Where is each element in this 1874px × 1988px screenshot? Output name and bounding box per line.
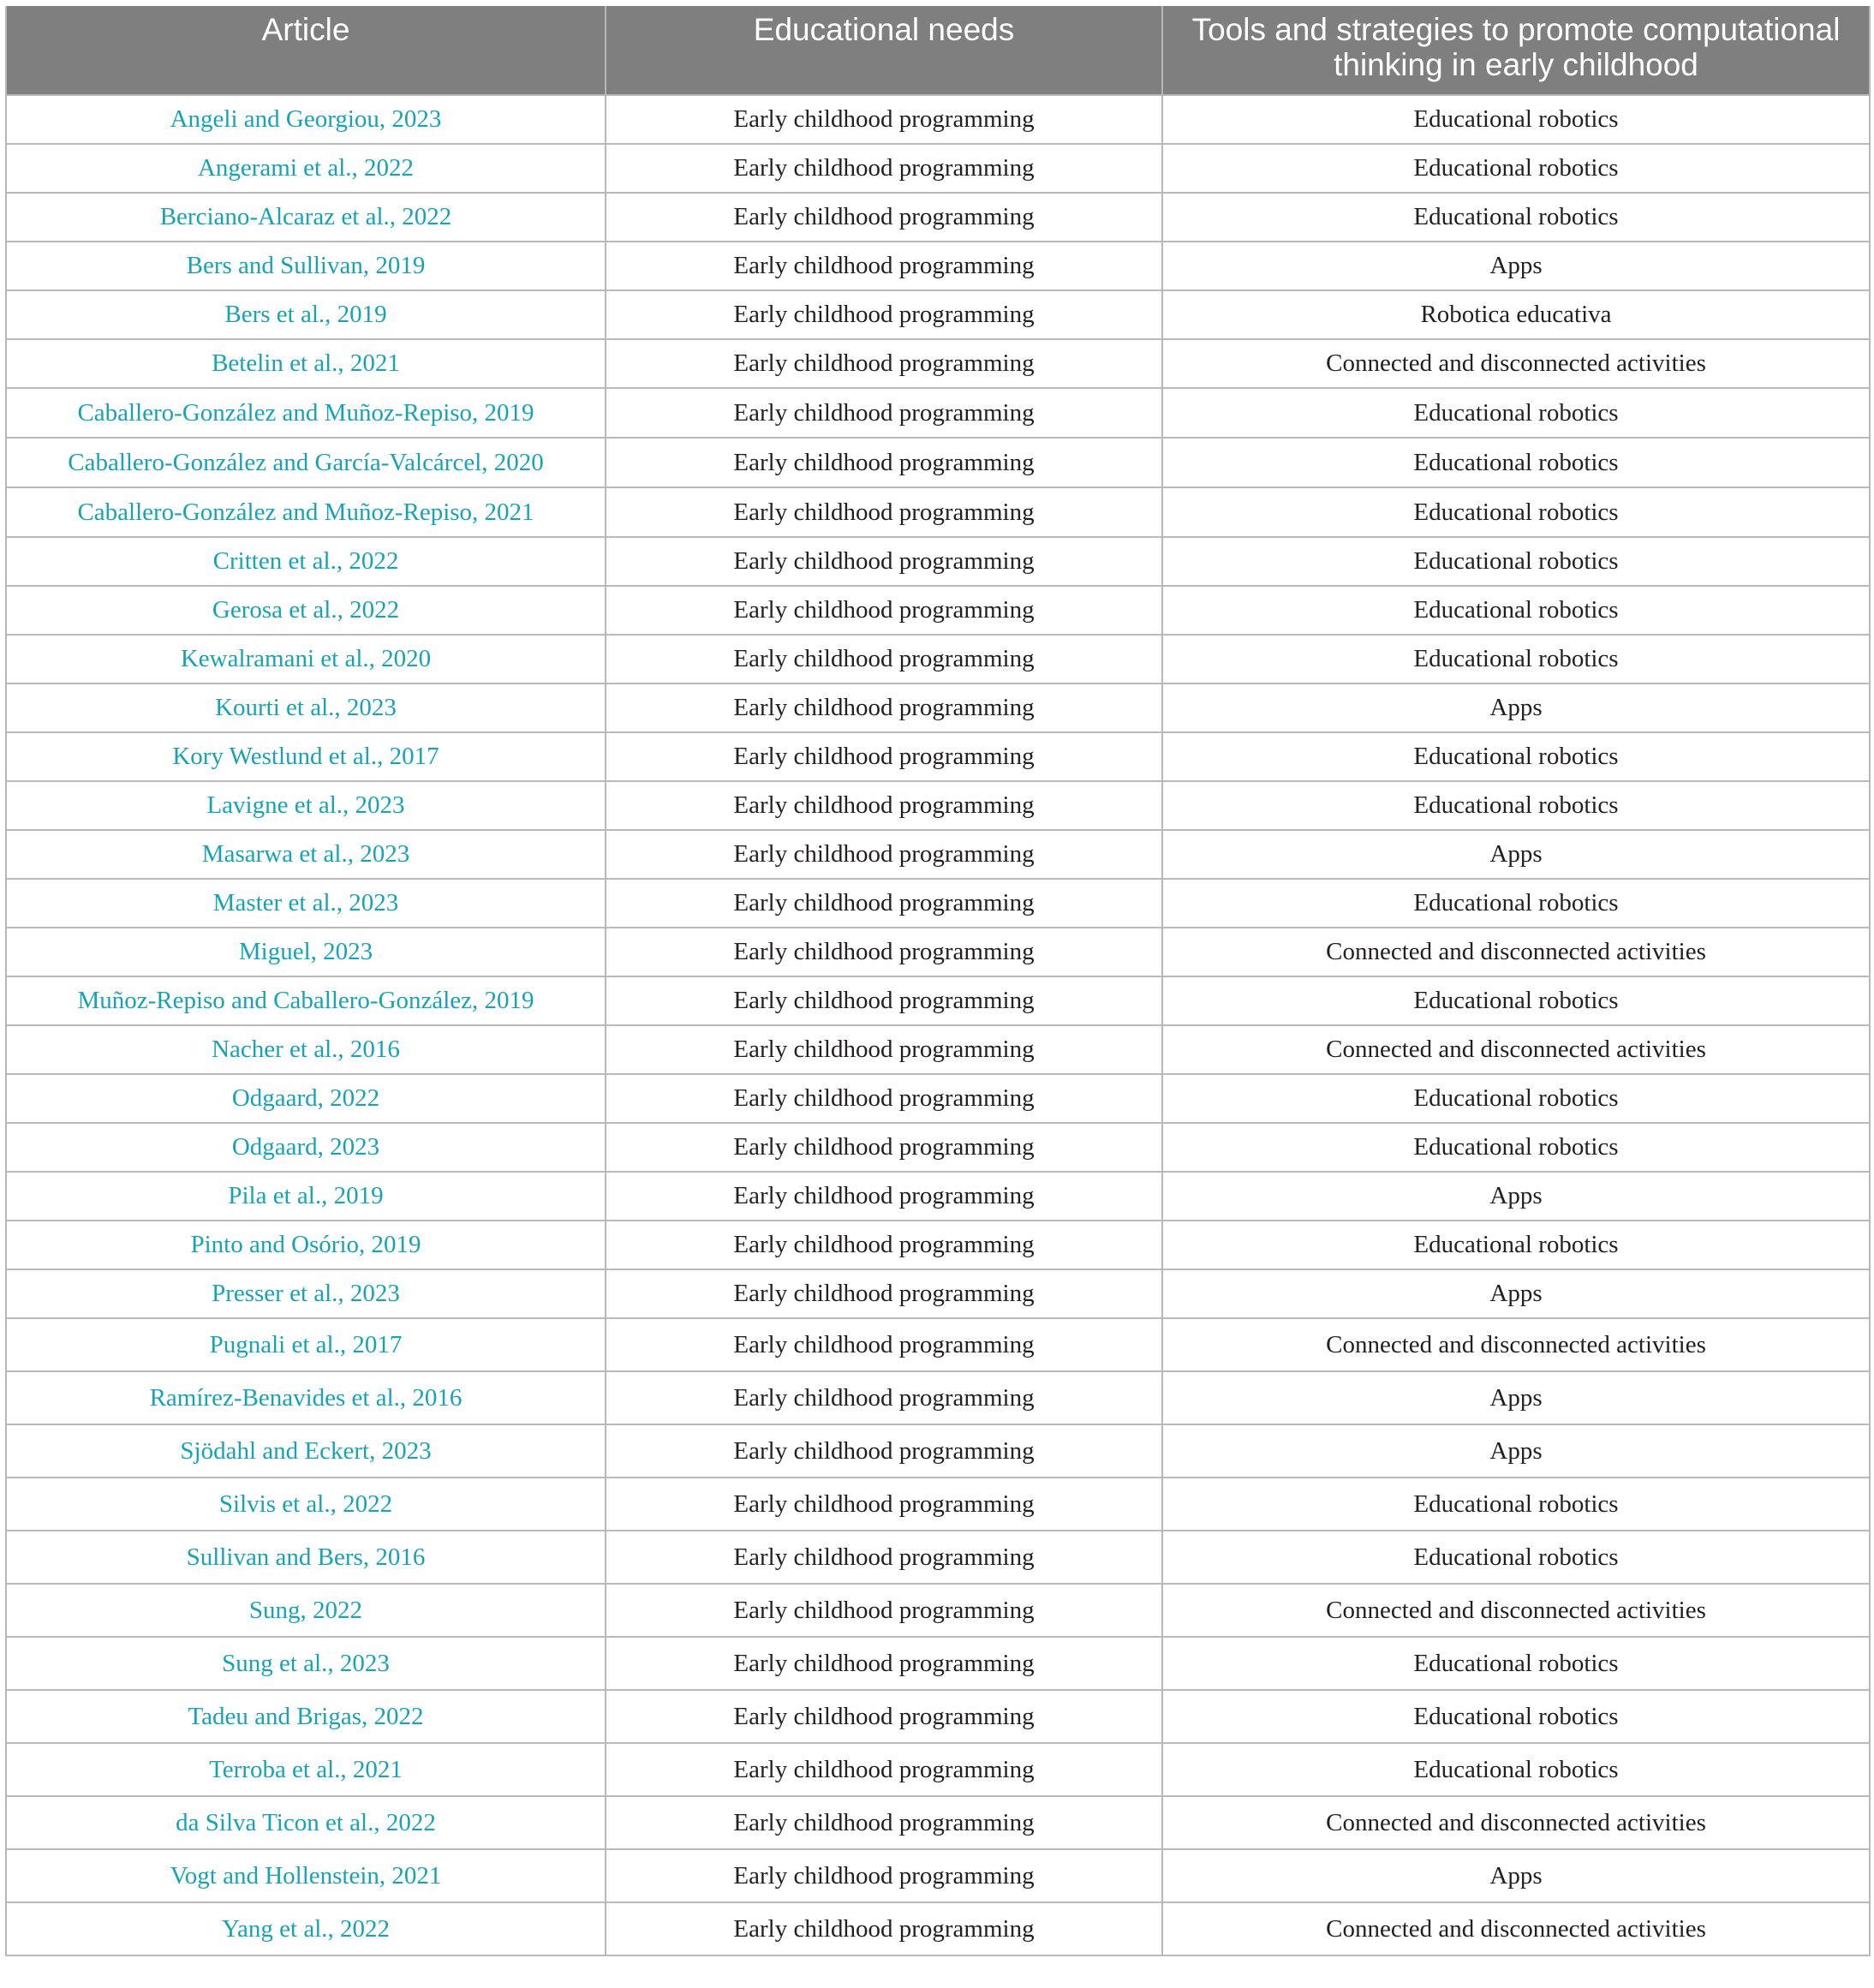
table-row xyxy=(6,1849,1870,1902)
article-link[interactable]: Angerami et al., 2022 xyxy=(6,144,606,193)
tool-strategy-cell: Connected and disconnected activities xyxy=(1162,928,1870,976)
tool-strategy-cell: Apps xyxy=(1162,830,1870,879)
table-row xyxy=(6,1796,1870,1849)
tool-strategy-cell: Educational robotics xyxy=(1162,635,1870,684)
educational-need-cell: Early childhood programming xyxy=(606,1371,1162,1424)
header-educational-needs: Educational needs xyxy=(606,6,1162,95)
educational-need-cell: Early childhood programming xyxy=(606,290,1162,339)
table-row xyxy=(6,290,1870,339)
table-row xyxy=(6,684,1870,732)
table-row xyxy=(6,1172,1870,1221)
tool-strategy-cell: Apps xyxy=(1162,1371,1870,1424)
table-row xyxy=(6,1531,1870,1584)
educational-need-cell: Early childhood programming xyxy=(606,339,1162,388)
article-link[interactable]: Critten et al., 2022 xyxy=(6,537,606,586)
educational-need-cell: Early childhood programming xyxy=(606,95,1162,144)
educational-need-cell: Early childhood programming xyxy=(606,1531,1162,1584)
tool-strategy-cell: Apps xyxy=(1162,1269,1870,1318)
article-link[interactable]: Sung et al., 2023 xyxy=(6,1637,606,1690)
table-row xyxy=(6,1371,1870,1424)
table-row xyxy=(6,1025,1870,1074)
educational-need-cell: Early childhood programming xyxy=(606,1796,1162,1849)
article-link[interactable]: Caballero-González and García-Valcárcel, 2020 xyxy=(6,438,606,487)
tool-strategy-cell: Educational robotics xyxy=(1162,193,1870,242)
table-row xyxy=(6,732,1870,781)
tool-strategy-cell: Educational robotics xyxy=(1162,95,1870,144)
article-link[interactable]: Kewalramani et al., 2020 xyxy=(6,635,606,684)
table-row xyxy=(6,635,1870,684)
article-link[interactable]: Silvis et al., 2022 xyxy=(6,1478,606,1531)
table-row xyxy=(6,1478,1870,1531)
table-row xyxy=(6,388,1870,438)
educational-need-cell: Early childhood programming xyxy=(606,1172,1162,1221)
table-row xyxy=(6,339,1870,388)
table-row xyxy=(6,1269,1870,1318)
educational-need-cell: Early childhood programming xyxy=(606,144,1162,193)
table-row xyxy=(6,830,1870,879)
tool-strategy-cell: Educational robotics xyxy=(1162,879,1870,928)
educational-need-cell: Early childhood programming xyxy=(606,635,1162,684)
table-row xyxy=(6,976,1870,1025)
educational-need-cell: Early childhood programming xyxy=(606,1123,1162,1172)
article-link[interactable]: Pinto and Osório, 2019 xyxy=(6,1221,606,1269)
educational-need-cell: Early childhood programming xyxy=(606,1478,1162,1531)
tool-strategy-cell: Educational robotics xyxy=(1162,1221,1870,1269)
table-row xyxy=(6,1424,1870,1478)
educational-need-cell: Early childhood programming xyxy=(606,586,1162,635)
table-row xyxy=(6,144,1870,193)
educational-need-cell: Early childhood programming xyxy=(606,1221,1162,1269)
tool-strategy-cell: Connected and disconnected activities xyxy=(1162,339,1870,388)
article-link[interactable]: Ramírez-Benavides et al., 2016 xyxy=(6,1371,606,1424)
article-link[interactable]: Angeli and Georgiou, 2023 xyxy=(6,95,606,144)
table-row xyxy=(6,1902,1870,1955)
article-link[interactable]: Yang et al., 2022 xyxy=(6,1902,606,1955)
table-row xyxy=(6,537,1870,586)
educational-need-cell: Early childhood programming xyxy=(606,1025,1162,1074)
educational-need-cell: Early childhood programming xyxy=(606,1424,1162,1478)
table-row xyxy=(6,242,1870,290)
tool-strategy-cell: Educational robotics xyxy=(1162,732,1870,781)
educational-need-cell: Early childhood programming xyxy=(606,1637,1162,1690)
header-tools-strategies: Tools and strategies to promote computational thinking in early childhood xyxy=(1162,6,1870,95)
header-row xyxy=(6,6,1870,95)
article-link[interactable]: Odgaard, 2022 xyxy=(6,1074,606,1123)
article-link[interactable]: Nacher et al., 2016 xyxy=(6,1025,606,1074)
article-link[interactable]: Sjödahl and Eckert, 2023 xyxy=(6,1424,606,1478)
tool-strategy-cell: Connected and disconnected activities xyxy=(1162,1025,1870,1074)
tool-strategy-cell: Educational robotics xyxy=(1162,537,1870,586)
articles-table xyxy=(5,6,1871,1956)
table-row xyxy=(6,487,1870,537)
educational-need-cell: Early childhood programming xyxy=(606,976,1162,1025)
tool-strategy-cell: Educational robotics xyxy=(1162,1637,1870,1690)
article-link[interactable]: Caballero-González and Muñoz-Repiso, 2019 xyxy=(6,388,606,438)
article-link[interactable]: Odgaard, 2023 xyxy=(6,1123,606,1172)
tool-strategy-cell: Educational robotics xyxy=(1162,487,1870,537)
table-body xyxy=(6,95,1870,1955)
table-row xyxy=(6,1637,1870,1690)
tool-strategy-cell: Connected and disconnected activities xyxy=(1162,1318,1870,1371)
table-row xyxy=(6,879,1870,928)
table-row xyxy=(6,1584,1870,1637)
table-row xyxy=(6,1318,1870,1371)
article-link[interactable]: Masarwa et al., 2023 xyxy=(6,830,606,879)
article-link[interactable]: Bers and Sullivan, 2019 xyxy=(6,242,606,290)
tool-strategy-cell: Apps xyxy=(1162,1424,1870,1478)
article-link[interactable]: Pila et al., 2019 xyxy=(6,1172,606,1221)
table-row xyxy=(6,1221,1870,1269)
tool-strategy-cell: Educational robotics xyxy=(1162,1123,1870,1172)
article-link[interactable]: Sullivan and Bers, 2016 xyxy=(6,1531,606,1584)
article-link[interactable]: Caballero-González and Muñoz-Repiso, 2021 xyxy=(6,487,606,537)
article-link[interactable]: Miguel, 2023 xyxy=(6,928,606,976)
tool-strategy-cell: Educational robotics xyxy=(1162,781,1870,830)
tool-strategy-cell: Educational robotics xyxy=(1162,438,1870,487)
tool-strategy-cell: Educational robotics xyxy=(1162,1743,1870,1796)
article-link[interactable]: Betelin et al., 2021 xyxy=(6,339,606,388)
article-link[interactable]: Berciano-Alcaraz et al., 2022 xyxy=(6,193,606,242)
table-row xyxy=(6,95,1870,144)
educational-need-cell: Early childhood programming xyxy=(606,684,1162,732)
article-link[interactable]: Sung, 2022 xyxy=(6,1584,606,1637)
tool-strategy-cell: Connected and disconnected activities xyxy=(1162,1902,1870,1955)
header-article: Article xyxy=(6,6,606,95)
educational-need-cell: Early childhood programming xyxy=(606,1584,1162,1637)
educational-need-cell: Early childhood programming xyxy=(606,1318,1162,1371)
tool-strategy-cell: Educational robotics xyxy=(1162,1531,1870,1584)
table-row xyxy=(6,586,1870,635)
educational-need-cell: Early childhood programming xyxy=(606,1269,1162,1318)
tool-strategy-cell: Apps xyxy=(1162,684,1870,732)
educational-need-cell: Early childhood programming xyxy=(606,1074,1162,1123)
article-link[interactable]: Terroba et al., 2021 xyxy=(6,1743,606,1796)
article-link[interactable]: Muñoz-Repiso and Caballero-González, 2019 xyxy=(6,976,606,1025)
educational-need-cell: Early childhood programming xyxy=(606,830,1162,879)
article-link[interactable]: Kory Westlund et al., 2017 xyxy=(6,732,606,781)
educational-need-cell: Early childhood programming xyxy=(606,732,1162,781)
educational-need-cell: Early childhood programming xyxy=(606,1690,1162,1743)
tool-strategy-cell: Educational robotics xyxy=(1162,1478,1870,1531)
article-link[interactable]: Kourti et al., 2023 xyxy=(6,684,606,732)
tool-strategy-cell: Educational robotics xyxy=(1162,586,1870,635)
tool-strategy-cell: Educational robotics xyxy=(1162,144,1870,193)
article-link[interactable]: Tadeu and Brigas, 2022 xyxy=(6,1690,606,1743)
tool-strategy-cell: Apps xyxy=(1162,242,1870,290)
educational-need-cell: Early childhood programming xyxy=(606,1902,1162,1955)
educational-need-cell: Early childhood programming xyxy=(606,537,1162,586)
educational-need-cell: Early childhood programming xyxy=(606,781,1162,830)
table-row xyxy=(6,1123,1870,1172)
tool-strategy-cell: Robotica educativa xyxy=(1162,290,1870,339)
educational-need-cell: Early childhood programming xyxy=(606,928,1162,976)
table-row xyxy=(6,928,1870,976)
tool-strategy-cell: Educational robotics xyxy=(1162,1690,1870,1743)
educational-need-cell: Early childhood programming xyxy=(606,487,1162,537)
tool-strategy-cell: Connected and disconnected activities xyxy=(1162,1584,1870,1637)
article-link[interactable]: da Silva Ticon et al., 2022 xyxy=(6,1796,606,1849)
tool-strategy-cell: Apps xyxy=(1162,1849,1870,1902)
table-row xyxy=(6,781,1870,830)
article-link[interactable]: Vogt and Hollenstein, 2021 xyxy=(6,1849,606,1902)
article-link[interactable]: Lavigne et al., 2023 xyxy=(6,781,606,830)
educational-need-cell: Early childhood programming xyxy=(606,388,1162,438)
tool-strategy-cell: Educational robotics xyxy=(1162,388,1870,438)
article-link[interactable]: Master et al., 2023 xyxy=(6,879,606,928)
article-link[interactable]: Presser et al., 2023 xyxy=(6,1269,606,1318)
table-row xyxy=(6,193,1870,242)
tool-strategy-cell: Educational robotics xyxy=(1162,976,1870,1025)
tool-strategy-cell: Educational robotics xyxy=(1162,1074,1870,1123)
table-header xyxy=(6,6,1870,95)
educational-need-cell: Early childhood programming xyxy=(606,242,1162,290)
tool-strategy-cell: Connected and disconnected activities xyxy=(1162,1796,1870,1849)
educational-need-cell: Early childhood programming xyxy=(606,1743,1162,1796)
tool-strategy-cell: Apps xyxy=(1162,1172,1870,1221)
table-row xyxy=(6,1074,1870,1123)
article-link[interactable]: Pugnali et al., 2017 xyxy=(6,1318,606,1371)
educational-need-cell: Early childhood programming xyxy=(606,193,1162,242)
table-row xyxy=(6,1743,1870,1796)
educational-need-cell: Early childhood programming xyxy=(606,1849,1162,1902)
table-row xyxy=(6,1690,1870,1743)
article-link[interactable]: Bers et al., 2019 xyxy=(6,290,606,339)
table-row xyxy=(6,438,1870,487)
article-link[interactable]: Gerosa et al., 2022 xyxy=(6,586,606,635)
educational-need-cell: Early childhood programming xyxy=(606,879,1162,928)
educational-need-cell: Early childhood programming xyxy=(606,438,1162,487)
